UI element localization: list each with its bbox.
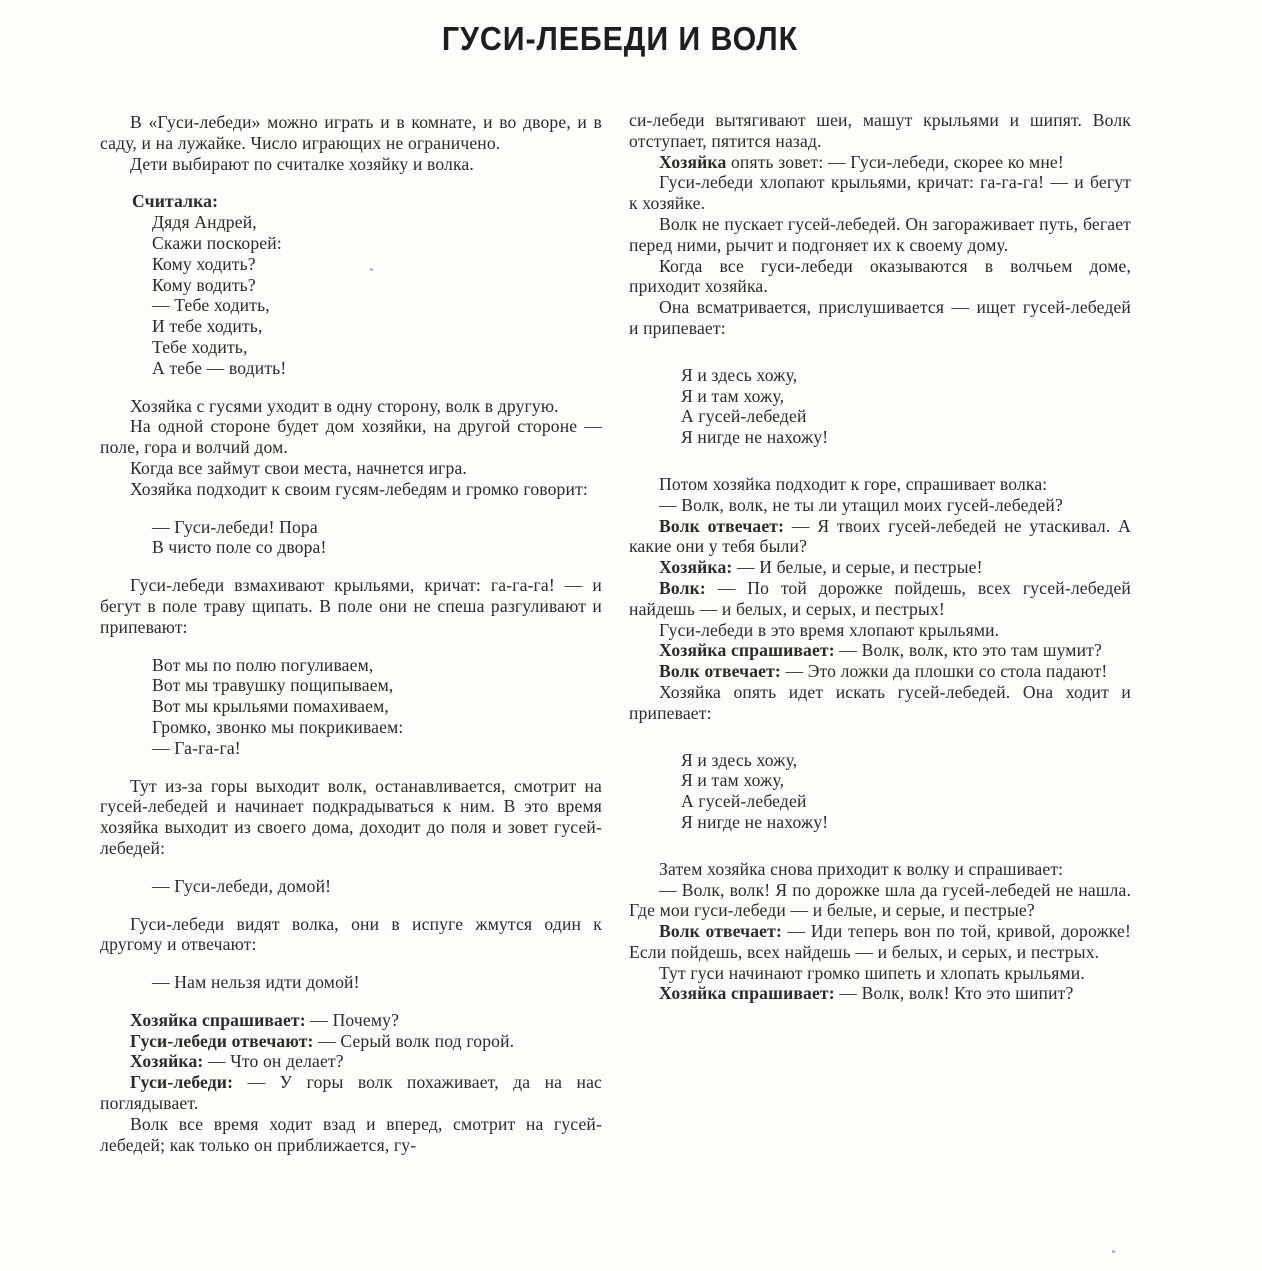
rhyme-label: Считалка: [132,191,219,212]
scan-speck [370,268,373,271]
verse-line: А гусей-лебедей [681,791,807,812]
verse-line: Кому водить? [152,274,256,295]
paragraph: Волк все время ходит взад и вперед, смотрит на гусей-лебедей; как только он приближается, гу- [100,1113,602,1155]
verse-line: Вот мы по полю погуливаем, [152,654,374,675]
page-title: ГУСИ-ЛЕБЕДИ И ВОЛК [441,20,799,57]
search-verse [629,750,1131,833]
paragraph: Когда все гуси-лебеди оказываются в волчьем доме, приходит хозяйка. [629,255,1131,297]
verse-line: Тебе ходить, [152,336,248,357]
dialogue-line: Хозяйка спрашивает: — Почему? [130,1009,400,1030]
paragraph: Тут из-за горы выходит волк, останавливается, смотрит на гусей-лебедей и начинает подкрадываться к ним. В это время хозяйка выходит из своего дома, доходит до поля и зовет гусей-лебедей: [100,775,602,858]
verse-line: — Тебе ходить, [152,295,270,316]
verse-line: А гусей-лебедей [681,406,807,427]
paragraph: си-лебеди вытягивают шеи, машут крыльями и шипят. Волк отступает, пятится назад. [629,110,1131,151]
verse-line: — Гуси-лебеди! Пора [152,516,318,537]
paragraph: Хозяйка с гусями уходит в одну сторону, волк в другую. [130,395,559,416]
verse-line: Вот мы крыльями помахиваем, [152,696,389,717]
paragraph: Потом хозяйка подходит к горе, спрашивает волка: [659,473,1048,494]
dialogue-line: Хозяйка спрашивает: — Волк, волк, кто это там шумит? [659,640,1102,661]
verse-line: — Нам нельзя идти домой! [152,972,360,993]
dialogue-line: Волк отвечает: — Иди теперь вон по той, кривой, дорожке! Если пойдешь, всех найдешь — и белых, и серых, и пестрых. [629,921,1131,962]
cannot-line [100,972,602,993]
dialogue-line: Волк отвечает: — Это ложки да плошки со стола падают! [659,661,1108,682]
verse-line: Вот мы травушку пощипываем, [152,675,394,696]
search-verse [629,365,1131,448]
verse-line: В чисто поле со двора! [152,537,327,558]
paragraph: В «Гуси-лебеди» можно играть и в комнате, и во дворе, и в саду, и на лужайке. Число играющих не ограничено. [100,112,602,153]
call-verse [100,517,602,559]
dialogue-line: Хозяйка опять зовет: — Гуси-лебеди, скорее ко мне! [659,151,1064,172]
dialogue-line: Хозяйка: — Что он делает? [130,1051,344,1072]
dialogue-line: Волк отвечает: — Я твоих гусей-лебедей не утаскивал. А какие они у тебя были? [629,515,1131,557]
dialogue-line: Хозяйка спрашивает: — Волк, волк! Кто это шипит? [659,983,1074,1004]
paragraph: Дети выбирают по считалке хозяйку и волка. [130,153,474,174]
paragraph: Когда все займут свои места, начнется игра. [130,457,467,478]
verse-line: Скажи поскорей: [152,232,282,253]
verse-line: — Га-га-га! [152,737,241,758]
right-column [629,110,1131,1004]
paragraph: Гуси-лебеди взмахивают крыльями, кричат: га-га-га! — и бегут в поле траву щипать. В поле они не спеша разгуливают и припевают: [100,575,602,637]
paragraph: — Волк, волк, не ты ли утащил моих гусей-лебедей? [659,494,1063,515]
paragraph: На одной стороне будет дом хозяйки, на другой стороне — поле, гора и волчий дом. [100,416,602,458]
dialogue-line: Гуси-лебеди: — У горы волк похаживает, да на нас поглядывает. [100,1072,602,1114]
verse-line: Дядя Андрей, [152,212,257,233]
paragraph: Волк не пускает гусей-лебедей. Он загораживает путь, бегает перед ними, рычит и подгоняет их к своему дому. [629,213,1131,255]
dialogue-line: Волк: — По той дорожке пойдешь, всех гусей-лебедей найдешь — и белых, и серых, и пестрых! [629,577,1131,619]
scan-speck [1112,1250,1115,1253]
verse-line: Я и здесь хожу, [681,749,798,770]
rhyme-verse [100,212,602,378]
verse-line: Я и там хожу, [681,385,785,406]
paragraph: Хозяйка опять идет искать гусей-лебедей. Она ходит и припевает: [629,681,1131,723]
paragraph: Гуси-лебеди в это время хлопают крыльями. [659,619,1000,640]
dialogue-line: Хозяйка: — И белые, и серые, и пестрые! [659,557,983,578]
verse-line: И тебе ходить, [152,316,263,337]
verse-line: Громко, звонко мы покрикиваем: [152,716,404,737]
paragraph: Гуси-лебеди видят волка, они в испуге жмутся один к другому и отвечают: [100,913,602,955]
verse-line: Я и там хожу, [681,770,785,791]
paragraph: Тут гуси начинают громко шипеть и хлопать крыльями. [659,962,1085,983]
home-call [100,876,602,897]
paragraph: — Волк, волк! Я по дорожке шла да гусей-лебедей не нашла. Где мои гуси-лебеди — и белые, и серые, и пестрые? [629,879,1131,921]
verse-line: А тебе — водить! [152,357,287,378]
paragraph: Она всматривается, прислушивается — ищет гусей-лебедей и припевает: [629,297,1131,338]
paragraph: Хозяйка подходит к своим гусям-лебедям и громко говорит: [130,478,588,499]
dialogue-line: Гуси-лебеди отвечают: — Серый волк под горой. [130,1030,515,1051]
verse-line: Я нигде не нахожу! [681,427,829,448]
verse-line: Я и здесь хожу, [681,364,798,385]
verse-line: Кому ходить? [152,253,256,274]
verse-line: — Гуси-лебеди, домой! [152,875,332,896]
left-column [100,112,602,1155]
paragraph: Гуси-лебеди хлопают крыльями, кричат: га-га-га! — и бегут к хозяйке. [629,172,1131,214]
song-verse [100,655,602,759]
paragraph: Затем хозяйка снова приходит к волку и спрашивает: [659,858,1064,879]
verse-line: Я нигде не нахожу! [681,811,829,832]
